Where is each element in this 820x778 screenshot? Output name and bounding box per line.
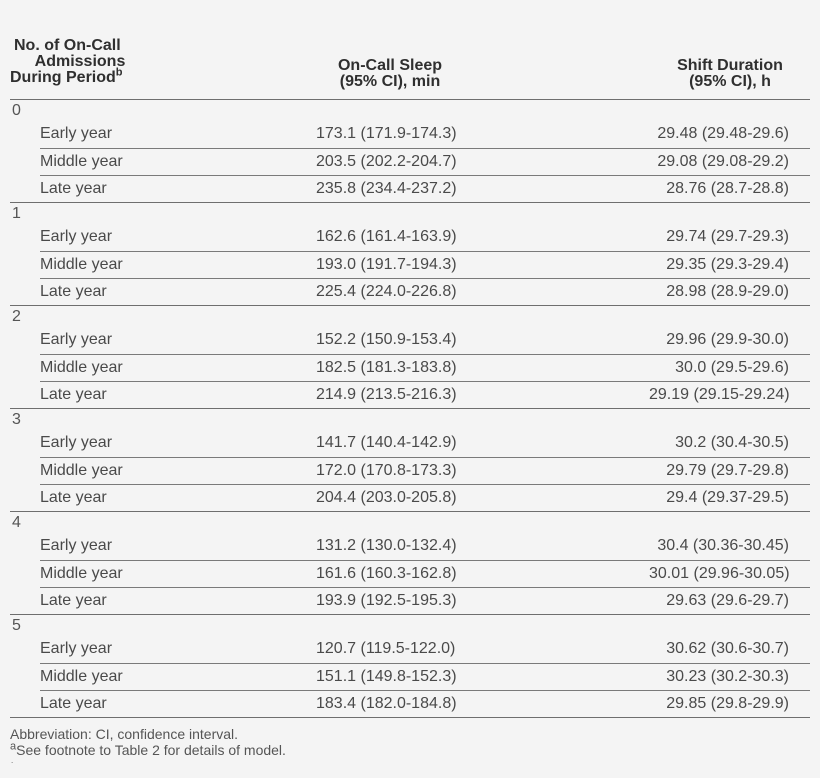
table-row bbox=[40, 355, 810, 383]
sleep-cell: 120.7 (119.5-122.0) bbox=[316, 640, 456, 657]
table-body bbox=[10, 100, 810, 718]
shift-cell: 29.35 (29.3-29.4) bbox=[666, 255, 789, 273]
header-line: Admissions bbox=[34, 53, 126, 70]
shift-cell: 29.48 (29.48-29.6) bbox=[657, 125, 789, 142]
header-line bbox=[10, 66, 150, 86]
group-label: 4 bbox=[12, 514, 21, 531]
header-on-call-sleep bbox=[310, 58, 470, 90]
shift-cell: 29.79 (29.7-29.8) bbox=[666, 461, 789, 479]
table-row bbox=[40, 561, 810, 589]
period-cell: Middle year bbox=[40, 564, 123, 582]
header-shift-duration bbox=[650, 58, 810, 90]
group-label: 2 bbox=[12, 308, 21, 325]
shift-cell: 29.85 (29.8-29.9) bbox=[666, 695, 789, 712]
model-footnote bbox=[10, 742, 286, 758]
period-cell: Late year bbox=[40, 386, 107, 403]
shift-cell: 30.0 (29.5-29.6) bbox=[675, 358, 789, 376]
header-line: (95% CI), h bbox=[689, 73, 771, 90]
period-cell: Early year bbox=[40, 640, 113, 657]
table-row bbox=[40, 382, 810, 409]
group-label: 3 bbox=[12, 411, 21, 428]
sleep-cell: 172.0 (170.8-173.3) bbox=[316, 461, 457, 479]
sleep-cell: 173.1 (171.9-174.3) bbox=[316, 125, 457, 142]
admissions-group bbox=[10, 409, 810, 512]
period-cell: Middle year bbox=[40, 461, 123, 479]
abbreviation-note: Abbreviation: CI, confidence interval. bbox=[10, 726, 239, 742]
table-row bbox=[40, 176, 810, 203]
table-row bbox=[40, 252, 810, 280]
period-cell: Early year bbox=[40, 537, 113, 554]
table-header bbox=[10, 36, 810, 100]
footnote-superscript: b bbox=[115, 66, 123, 79]
table-row bbox=[40, 121, 810, 149]
table-row bbox=[40, 664, 810, 692]
sleep-cell: 131.2 (130.0-132.4) bbox=[316, 537, 457, 554]
sleep-cell: 182.5 (181.3-183.8) bbox=[316, 358, 457, 376]
period-cell: Middle year bbox=[40, 152, 123, 170]
table-row bbox=[40, 533, 810, 561]
period-cell: Late year bbox=[40, 489, 107, 506]
admissions-group bbox=[10, 306, 810, 409]
sleep-cell: 214.9 (213.5-216.3) bbox=[316, 386, 457, 403]
data-table bbox=[10, 36, 810, 718]
shift-cell: 30.4 (30.36-30.45) bbox=[657, 537, 789, 554]
sleep-cell: 141.7 (140.4-142.9) bbox=[316, 434, 457, 451]
shift-cell: 30.23 (30.2-30.3) bbox=[666, 667, 789, 685]
table-row bbox=[40, 588, 810, 615]
period-cell: Middle year bbox=[40, 358, 123, 376]
table-row bbox=[40, 430, 810, 458]
table-row bbox=[40, 224, 810, 252]
admissions-group bbox=[10, 100, 810, 203]
shift-cell: 29.74 (29.7-29.3) bbox=[666, 228, 789, 245]
table-row bbox=[40, 458, 810, 486]
group-label: 5 bbox=[12, 617, 21, 634]
sleep-cell: 225.4 (224.0-226.8) bbox=[316, 283, 457, 300]
shift-cell: 30.62 (30.6-30.7) bbox=[666, 640, 789, 657]
table-row bbox=[40, 327, 810, 355]
sleep-cell: 151.1 (149.8-152.3) bbox=[316, 667, 457, 685]
admissions-group bbox=[10, 203, 810, 306]
period-cell: Late year bbox=[40, 695, 107, 712]
table-row bbox=[40, 485, 810, 512]
shift-cell: 30.2 (30.4-30.5) bbox=[675, 434, 789, 451]
header-line: On-Call Sleep bbox=[337, 57, 443, 74]
header-line: (95% CI), min bbox=[339, 73, 441, 90]
period-cell: Late year bbox=[40, 180, 107, 197]
period-cell: Middle year bbox=[40, 667, 123, 685]
admissions-group bbox=[10, 512, 810, 615]
shift-cell: 29.96 (29.9-30.0) bbox=[666, 331, 789, 348]
table-row bbox=[40, 691, 810, 718]
sleep-cell: 183.4 (182.0-184.8) bbox=[316, 695, 457, 712]
group-label: 1 bbox=[12, 205, 21, 222]
footnote-text: See footnote to Table 2 for details of model. bbox=[16, 742, 286, 758]
header-line: No. of On-Call bbox=[14, 37, 121, 54]
admissions-group bbox=[10, 615, 810, 718]
period-cell: Early year bbox=[40, 228, 113, 245]
sleep-cell: 203.5 (202.2-204.7) bbox=[316, 152, 457, 170]
group-label: 0 bbox=[12, 102, 21, 119]
sleep-cell: 161.6 (160.3-162.8) bbox=[316, 564, 457, 582]
period-cell: Middle year bbox=[40, 255, 123, 273]
footnote-marker: a bbox=[10, 740, 17, 753]
shift-cell: 29.19 (29.15-29.24) bbox=[649, 386, 790, 403]
period-cell: Early year bbox=[40, 125, 113, 142]
shift-cell: 29.08 (29.08-29.2) bbox=[657, 152, 789, 170]
shift-cell: 28.76 (28.7-28.8) bbox=[666, 180, 789, 197]
period-cell: Early year bbox=[40, 331, 113, 348]
sleep-cell: 193.9 (192.5-195.3) bbox=[316, 592, 457, 609]
shift-cell: 28.98 (28.9-29.0) bbox=[666, 283, 789, 300]
table-row bbox=[40, 636, 810, 664]
shift-cell: 29.63 (29.6-29.7) bbox=[666, 592, 789, 609]
sleep-cell: 235.8 (234.4-237.2) bbox=[316, 180, 457, 197]
period-cell: Late year bbox=[40, 283, 107, 300]
header-admissions bbox=[10, 38, 150, 86]
header-line: Shift Duration bbox=[677, 57, 783, 74]
table-footnotes bbox=[10, 726, 286, 765]
table-row bbox=[40, 149, 810, 177]
period-cell: Late year bbox=[40, 592, 107, 609]
sleep-cell: 162.6 (161.4-163.9) bbox=[316, 228, 457, 245]
sleep-cell: 152.2 (150.9-153.4) bbox=[316, 331, 457, 348]
table-row bbox=[40, 279, 810, 306]
shift-cell: 29.4 (29.37-29.5) bbox=[666, 489, 789, 506]
sleep-cell: 204.4 (203.0-205.8) bbox=[316, 489, 457, 506]
header-text: During Period bbox=[10, 69, 116, 86]
stray-mark: . bbox=[11, 756, 14, 765]
sleep-cell: 193.0 (191.7-194.3) bbox=[316, 255, 457, 273]
shift-cell: 30.01 (29.96-30.05) bbox=[649, 564, 790, 582]
period-cell: Early year bbox=[40, 434, 113, 451]
